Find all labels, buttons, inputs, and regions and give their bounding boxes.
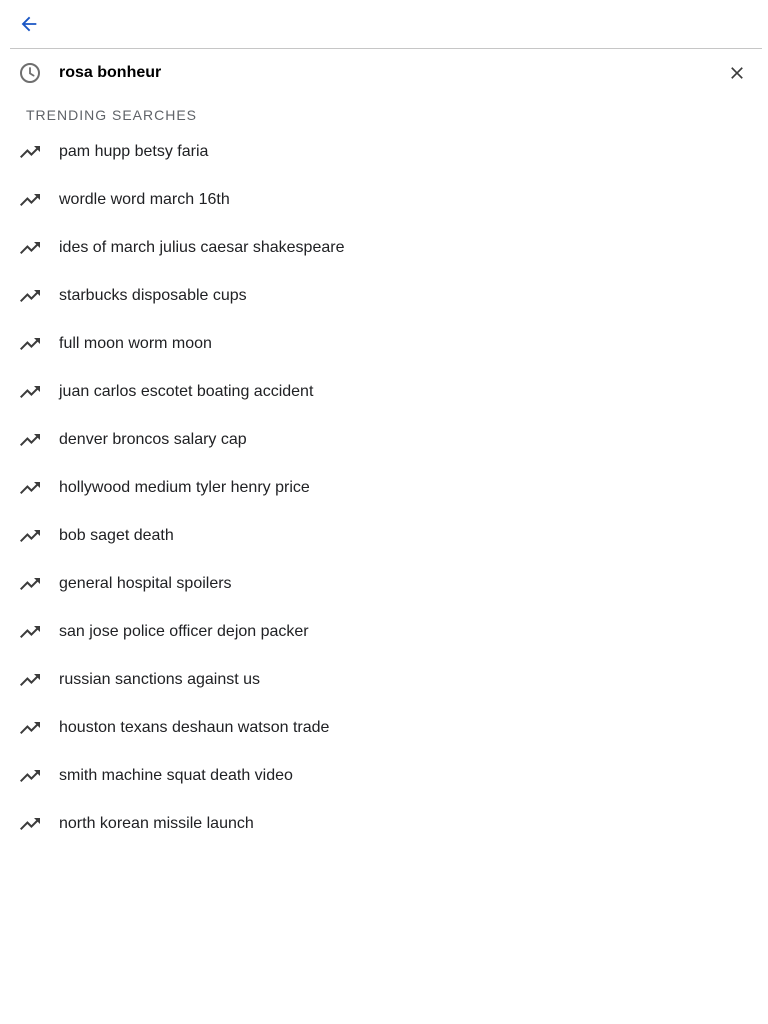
trending-search-item[interactable]: [0, 560, 768, 608]
trending-search-label: hollywood medium tyler henry price: [59, 479, 310, 496]
trending-search-label: denver broncos salary cap: [59, 431, 247, 448]
trending-search-item[interactable]: [0, 368, 768, 416]
trending-search-label: wordle word march 16th: [59, 191, 230, 208]
trending-search-item[interactable]: [0, 128, 768, 176]
top-bar: [0, 0, 768, 48]
trending-search-item[interactable]: [0, 656, 768, 704]
trending-up-icon: [18, 476, 42, 500]
trending-search-label: bob saget death: [59, 527, 174, 544]
trending-up-icon: [18, 236, 42, 260]
trending-search-label: russian sanctions against us: [59, 671, 260, 688]
trending-search-item[interactable]: [0, 320, 768, 368]
trending-search-item[interactable]: [0, 752, 768, 800]
trending-up-icon: [18, 572, 42, 596]
trending-search-label: smith machine squat death video: [59, 767, 293, 784]
recent-search-row[interactable]: [0, 49, 768, 97]
trending-search-label: houston texans deshaun watson trade: [59, 719, 330, 736]
trending-search-label: north korean missile launch: [59, 815, 254, 832]
trending-search-label: pam hupp betsy faria: [59, 143, 209, 160]
trending-searches-heading: TRENDING SEARCHES: [26, 107, 198, 123]
trending-up-icon: [18, 380, 42, 404]
arrow-left-icon: [18, 13, 40, 35]
remove-recent-search-button[interactable]: [725, 61, 749, 85]
trending-search-item[interactable]: [0, 224, 768, 272]
trending-up-icon: [18, 188, 42, 212]
trending-search-item[interactable]: [0, 800, 768, 848]
trending-search-item[interactable]: [0, 416, 768, 464]
trending-search-item[interactable]: [0, 704, 768, 752]
trending-search-item[interactable]: [0, 176, 768, 224]
clock-icon: [18, 61, 42, 85]
trending-up-icon: [18, 284, 42, 308]
trending-up-icon: [18, 620, 42, 644]
trending-search-label: starbucks disposable cups: [59, 287, 247, 304]
trending-search-label: san jose police officer dejon packer: [59, 623, 309, 640]
trending-searches-list: [0, 128, 768, 848]
trending-up-icon: [18, 428, 42, 452]
trending-up-icon: [18, 140, 42, 164]
trending-up-icon: [18, 764, 42, 788]
trending-up-icon: [18, 716, 42, 740]
trending-up-icon: [18, 812, 42, 836]
trending-search-label: full moon worm moon: [59, 335, 212, 352]
trending-search-item[interactable]: [0, 464, 768, 512]
back-button[interactable]: [14, 9, 44, 39]
trending-search-label: general hospital spoilers: [59, 575, 232, 592]
trending-search-label: ides of march julius caesar shakespeare: [59, 239, 345, 256]
trending-up-icon: [18, 668, 42, 692]
trending-search-item[interactable]: [0, 608, 768, 656]
close-icon: [727, 63, 747, 83]
trending-up-icon: [18, 524, 42, 548]
recent-search-query: rosa bonheur: [59, 64, 162, 81]
trending-search-item[interactable]: [0, 272, 768, 320]
trending-search-item[interactable]: [0, 512, 768, 560]
trending-search-label: juan carlos escotet boating accident: [59, 383, 314, 400]
trending-up-icon: [18, 332, 42, 356]
